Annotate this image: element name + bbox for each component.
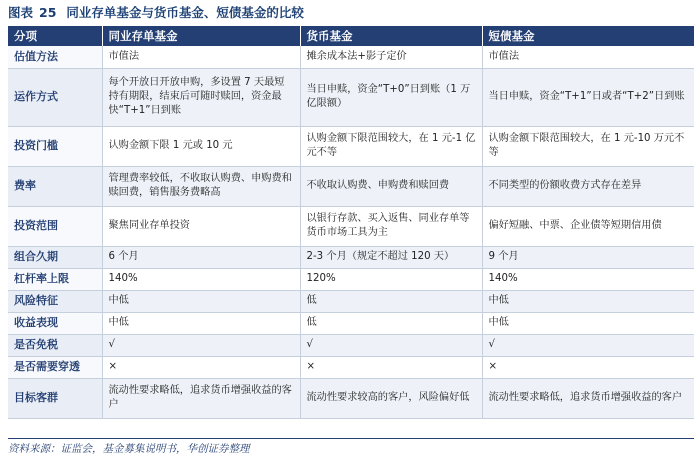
- table-row: [8, 356, 694, 378]
- money-fund-cell: 当日申赎，资金“T+0”日到账（1 万亿限额）: [300, 68, 482, 126]
- column-header-money-fund: 货币基金: [300, 26, 482, 46]
- row-label: 投资门槛: [8, 126, 102, 166]
- cd-fund-cell: 聚焦同业存单投资: [102, 206, 300, 246]
- table-row: [8, 206, 694, 246]
- money-fund-cell: 低: [300, 312, 482, 334]
- row-label: 投资范围: [8, 206, 102, 246]
- short-bond-fund-cell: 中低: [482, 312, 694, 334]
- money-fund-cell: 认购金额下限范围较大，在 1 元-1 亿元不等: [300, 126, 482, 166]
- short-bond-fund-cell: 偏好短融、中票、企业债等短期信用债: [482, 206, 694, 246]
- row-label: 目标客群: [8, 378, 102, 418]
- short-bond-fund-cell: 不同类型的份额收费方式存在差异: [482, 166, 694, 206]
- row-label: 估值方法: [8, 46, 102, 68]
- cd-fund-cell: √: [102, 334, 300, 356]
- table-row: [8, 126, 694, 166]
- short-bond-fund-cell: √: [482, 334, 694, 356]
- short-bond-fund-cell: 市值法: [482, 46, 694, 68]
- money-fund-cell: ×: [300, 356, 482, 378]
- table-row: [8, 312, 694, 334]
- cd-fund-cell: 认购金额下限 1 元或 10 元: [102, 126, 300, 166]
- row-label: 是否需要穿透: [8, 356, 102, 378]
- table-row: [8, 166, 694, 206]
- cd-fund-cell: 6 个月: [102, 246, 300, 268]
- money-fund-cell: 以银行存款、买入返售、同业存单等货币市场工具为主: [300, 206, 482, 246]
- cd-fund-cell: ×: [102, 356, 300, 378]
- money-fund-cell: 不收取认购费、申购费和赎回费: [300, 166, 482, 206]
- row-label: 是否免税: [8, 334, 102, 356]
- cd-fund-cell: 流动性要求略低，追求货币增强收益的客户: [102, 378, 300, 418]
- row-label: 组合久期: [8, 246, 102, 268]
- table-header-row: [8, 26, 694, 46]
- money-fund-cell: 流动性要求较高的客户，风险偏好低: [300, 378, 482, 418]
- table-row: [8, 246, 694, 268]
- table-row: [8, 378, 694, 418]
- money-fund-cell: 2-3 个月（规定不超过 120 天）: [300, 246, 482, 268]
- money-fund-cell: 低: [300, 290, 482, 312]
- short-bond-fund-cell: 流动性要求略低，追求货币增强收益的客户: [482, 378, 694, 418]
- comparison-table: [8, 26, 694, 419]
- cd-fund-cell: 140%: [102, 268, 300, 290]
- cd-fund-cell: 市值法: [102, 46, 300, 68]
- figure-label: 图表: [8, 5, 34, 20]
- short-bond-fund-cell: 中低: [482, 290, 694, 312]
- table-row: [8, 68, 694, 126]
- source-note: 资料来源：证监会，基金募集说明书，华创证券整理: [8, 438, 694, 457]
- figure-number: 25: [39, 5, 57, 20]
- table-row: [8, 46, 694, 68]
- column-header-item: 分项: [8, 26, 102, 46]
- short-bond-fund-cell: 9 个月: [482, 246, 694, 268]
- money-fund-cell: 120%: [300, 268, 482, 290]
- cd-fund-cell: 中低: [102, 312, 300, 334]
- short-bond-fund-cell: 当日申赎，资金“T+1”日或者“T+2”日到账: [482, 68, 694, 126]
- row-label: 风险特征: [8, 290, 102, 312]
- short-bond-fund-cell: 认购金额下限范围较大，在 1 元-10 万元不等: [482, 126, 694, 166]
- row-label: 杠杆率上限: [8, 268, 102, 290]
- row-label: 费率: [8, 166, 102, 206]
- short-bond-fund-cell: 140%: [482, 268, 694, 290]
- row-label: 收益表现: [8, 312, 102, 334]
- short-bond-fund-cell: ×: [482, 356, 694, 378]
- table-row: [8, 268, 694, 290]
- table-row: [8, 334, 694, 356]
- row-label: 运作方式: [8, 68, 102, 126]
- figure-title-text: 同业存单基金与货币基金、短债基金的比较: [66, 5, 304, 20]
- column-header-cd-fund: 同业存单基金: [102, 26, 300, 46]
- cd-fund-cell: 管理费率较低，不收取认购费、申购费和赎回费，销售服务费略高: [102, 166, 300, 206]
- money-fund-cell: √: [300, 334, 482, 356]
- column-header-short-bond-fund: 短债基金: [482, 26, 694, 46]
- table-row: [8, 290, 694, 312]
- cd-fund-cell: 每个开放日开放申购，多设置 7 天最短持有期限，结束后可随时赎回，资金最快“T+1”日到账: [102, 68, 300, 126]
- money-fund-cell: 摊余成本法+影子定价: [300, 46, 482, 68]
- cd-fund-cell: 中低: [102, 290, 300, 312]
- figure-title: [8, 4, 694, 22]
